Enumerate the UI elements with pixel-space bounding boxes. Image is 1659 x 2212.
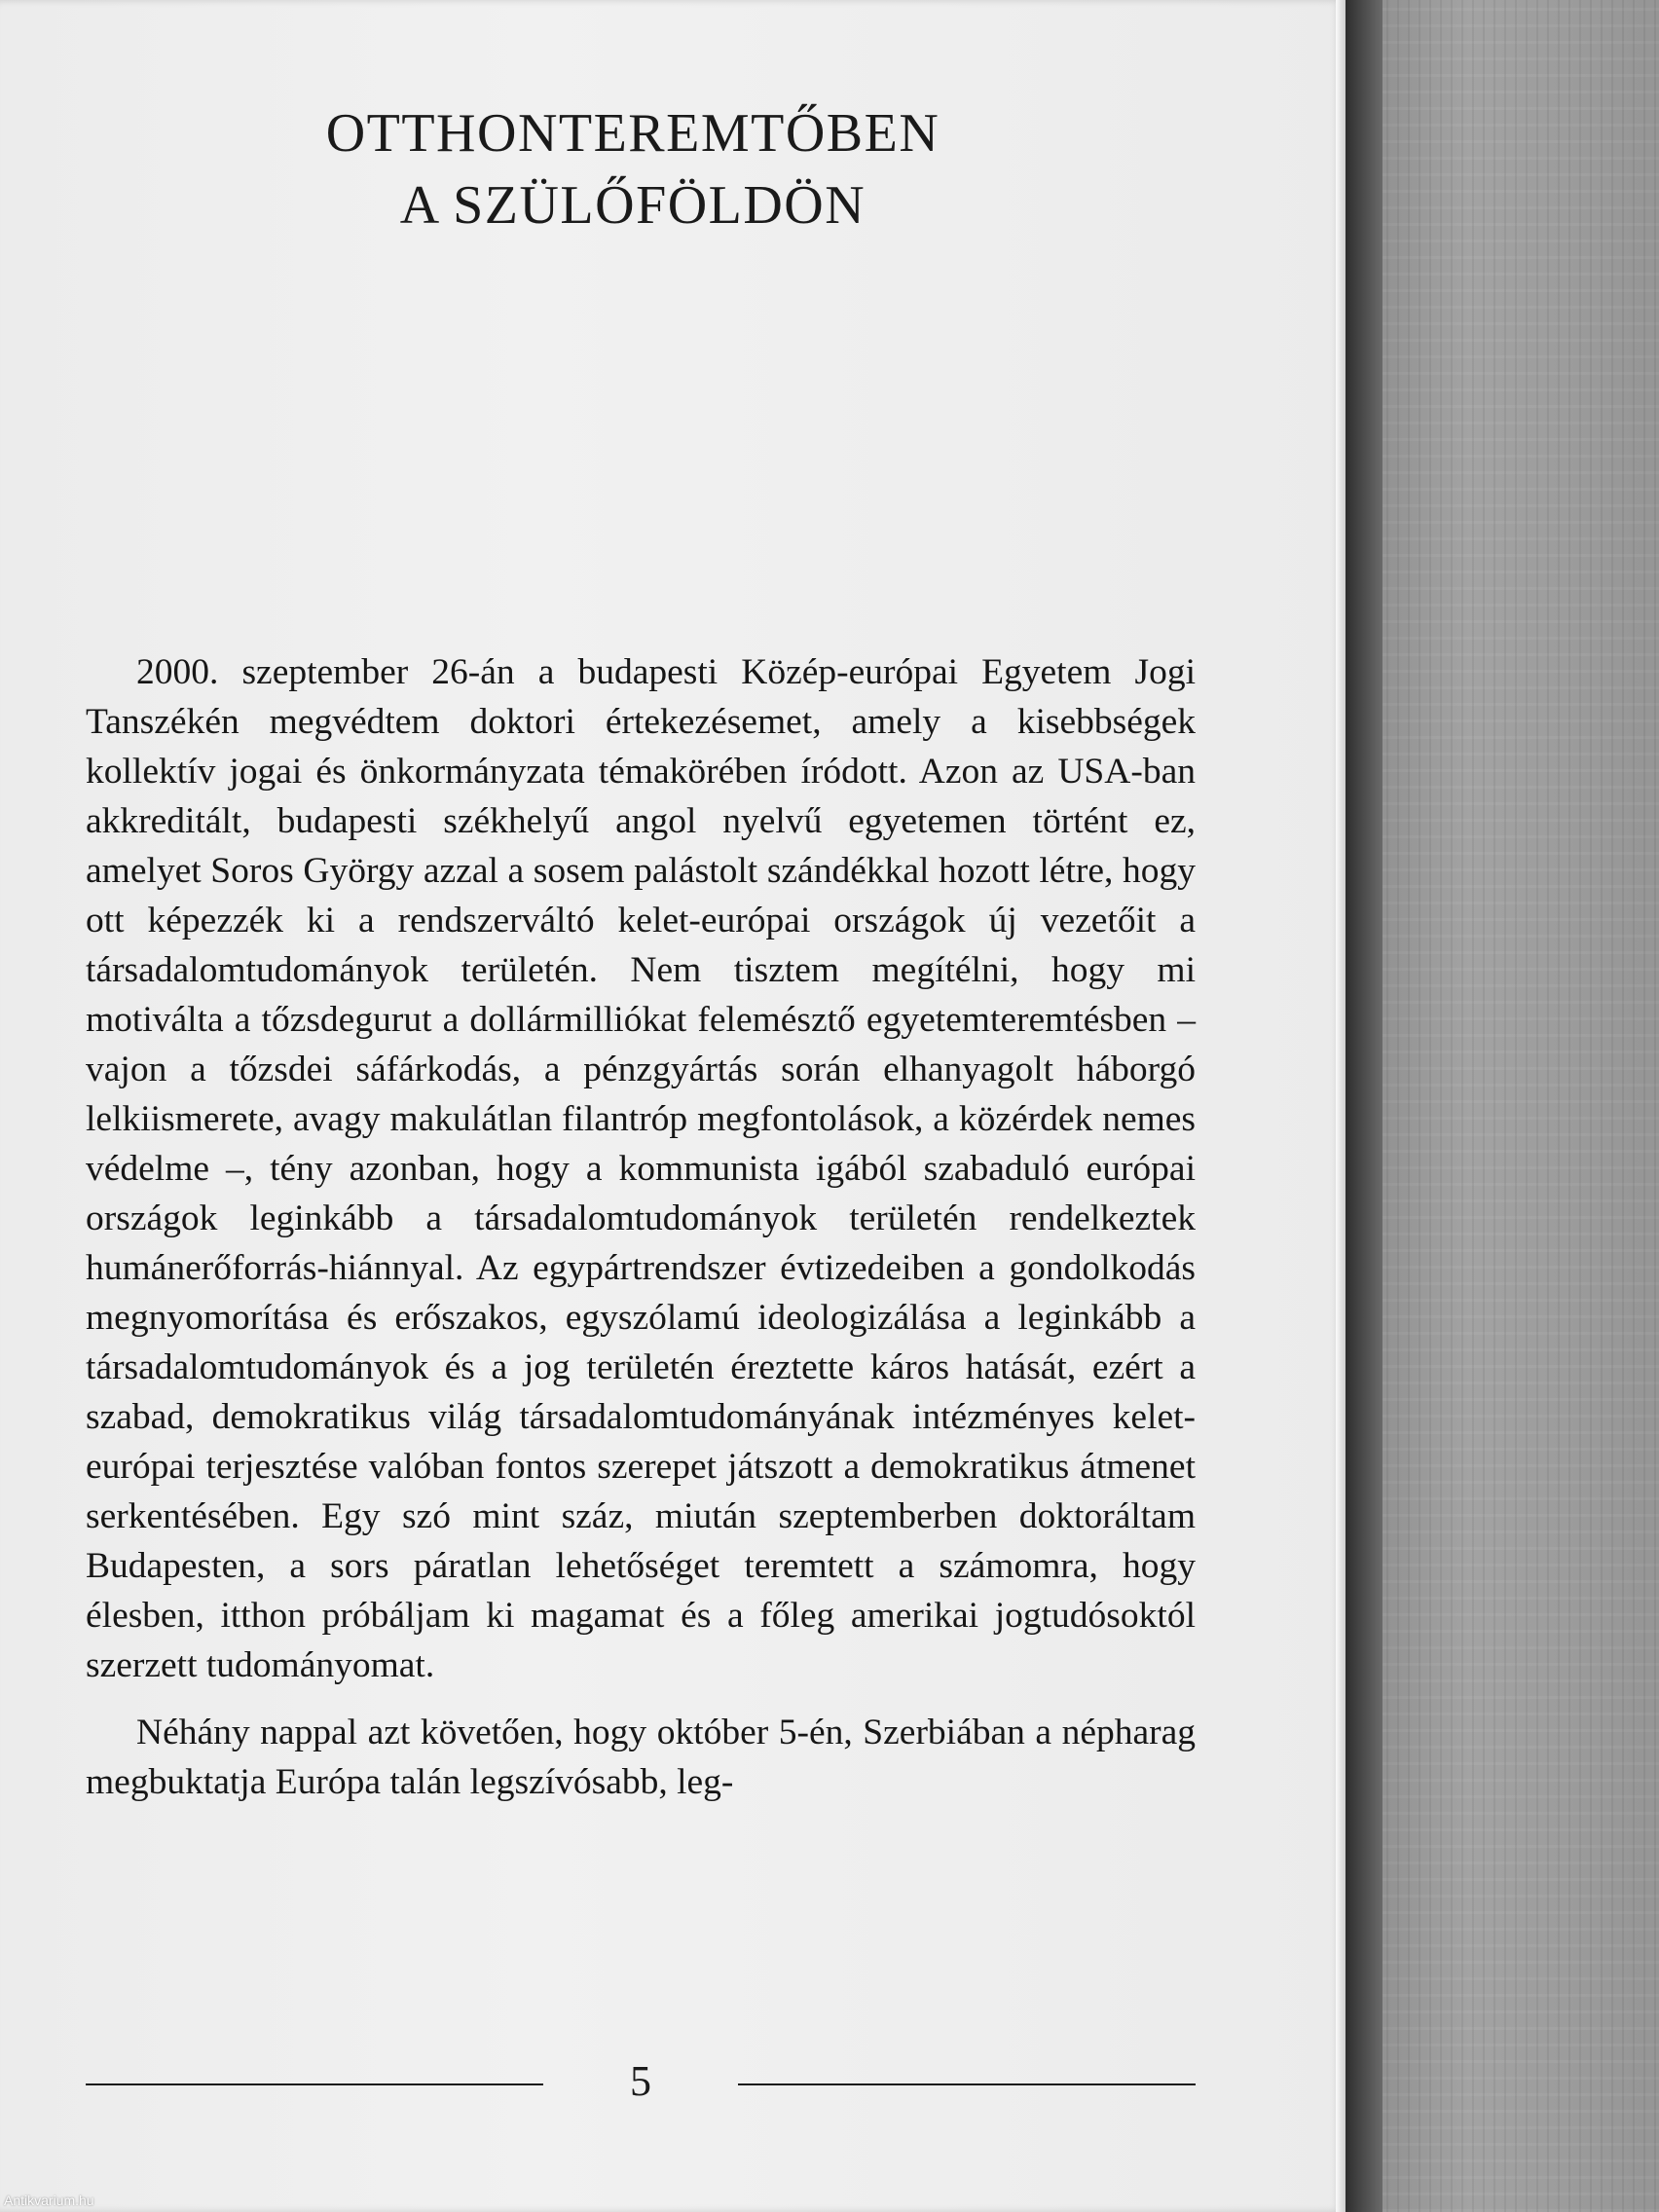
page-footer	[86, 2052, 1196, 2111]
page-edge	[1336, 0, 1346, 2212]
footer-rule-right	[738, 2083, 1196, 2085]
paragraph-1: 2000. szeptember 26-án a budapesti Közép-európai Egyetem Jogi Tanszékén megvédtem doktori értekezésemet, amely a kisebbségek kollektív jogai és önkormányzata témakörében íródott. Azon az USA-ban akkreditált, budapesti székhelyű angol nyelvű egyetemen történt ez, amelyet Soros György azzal a sosem palástolt szándékkal hozott létre, hogy ott képezzék ki a rendszerváltó kelet-európai országok új vezetőit a társadalomtudományok területén. Nem tisztem megítélni, hogy mi motiválta a tőzsdegurut a dollármilliókat felemésztő egyetemteremtésben – vajon a tőzsdei sáfárkodás, a pénzgyártás során elhanyagolt háborgó lelkiismerete, avagy makulátlan filantróp megfontolások, a közérdek nemes védelme –, tény azonban, hogy a kommunista igából szabaduló európai országok leginkább a társadalomtudományok területén rendelkeztek humánerőforrás-hiánnyal. Az egypártrendszer évtizedeiben a gondolkodás megnyomorítása és erőszakos, egyszólamú ideologizálása a leginkább a társadalomtudományok és a jog területén éreztette káros hatását, ezért a szabad, demokratikus világ társadalomtudományának intézményes kelet-európai terjesztése valóban fontos szerepet játszott a demokratikus átmenet serkentésében. Egy szó mint száz, miután szeptemberben doktoráltam Budapesten, a sors páratlan lehetőséget teremtett a számomra, hogy élesben, itthon próbáljam ki magamat és a főleg amerikai jogtudósoktól szerzett tudományomat.	[86, 652, 1196, 1685]
body-text	[86, 647, 1196, 1807]
page-number: 5	[630, 2057, 651, 2105]
background-surface	[1344, 0, 1659, 2212]
book-spine-shadow	[1344, 0, 1382, 2212]
watermark: Antikvarium.hu	[4, 2193, 94, 2208]
paragraph-2: Néhány nappal azt követően, hogy október 5-én, Szerbiában a népharag megbuktatja Európa talán legszívósabb, leg-	[86, 1713, 1196, 1802]
chapter-title-line-2: A SZÜLŐFÖLDÖN	[399, 175, 866, 236]
chapter-title	[224, 97, 1042, 241]
chapter-title-line-1: OTTHONTEREMTŐBEN	[325, 103, 940, 164]
